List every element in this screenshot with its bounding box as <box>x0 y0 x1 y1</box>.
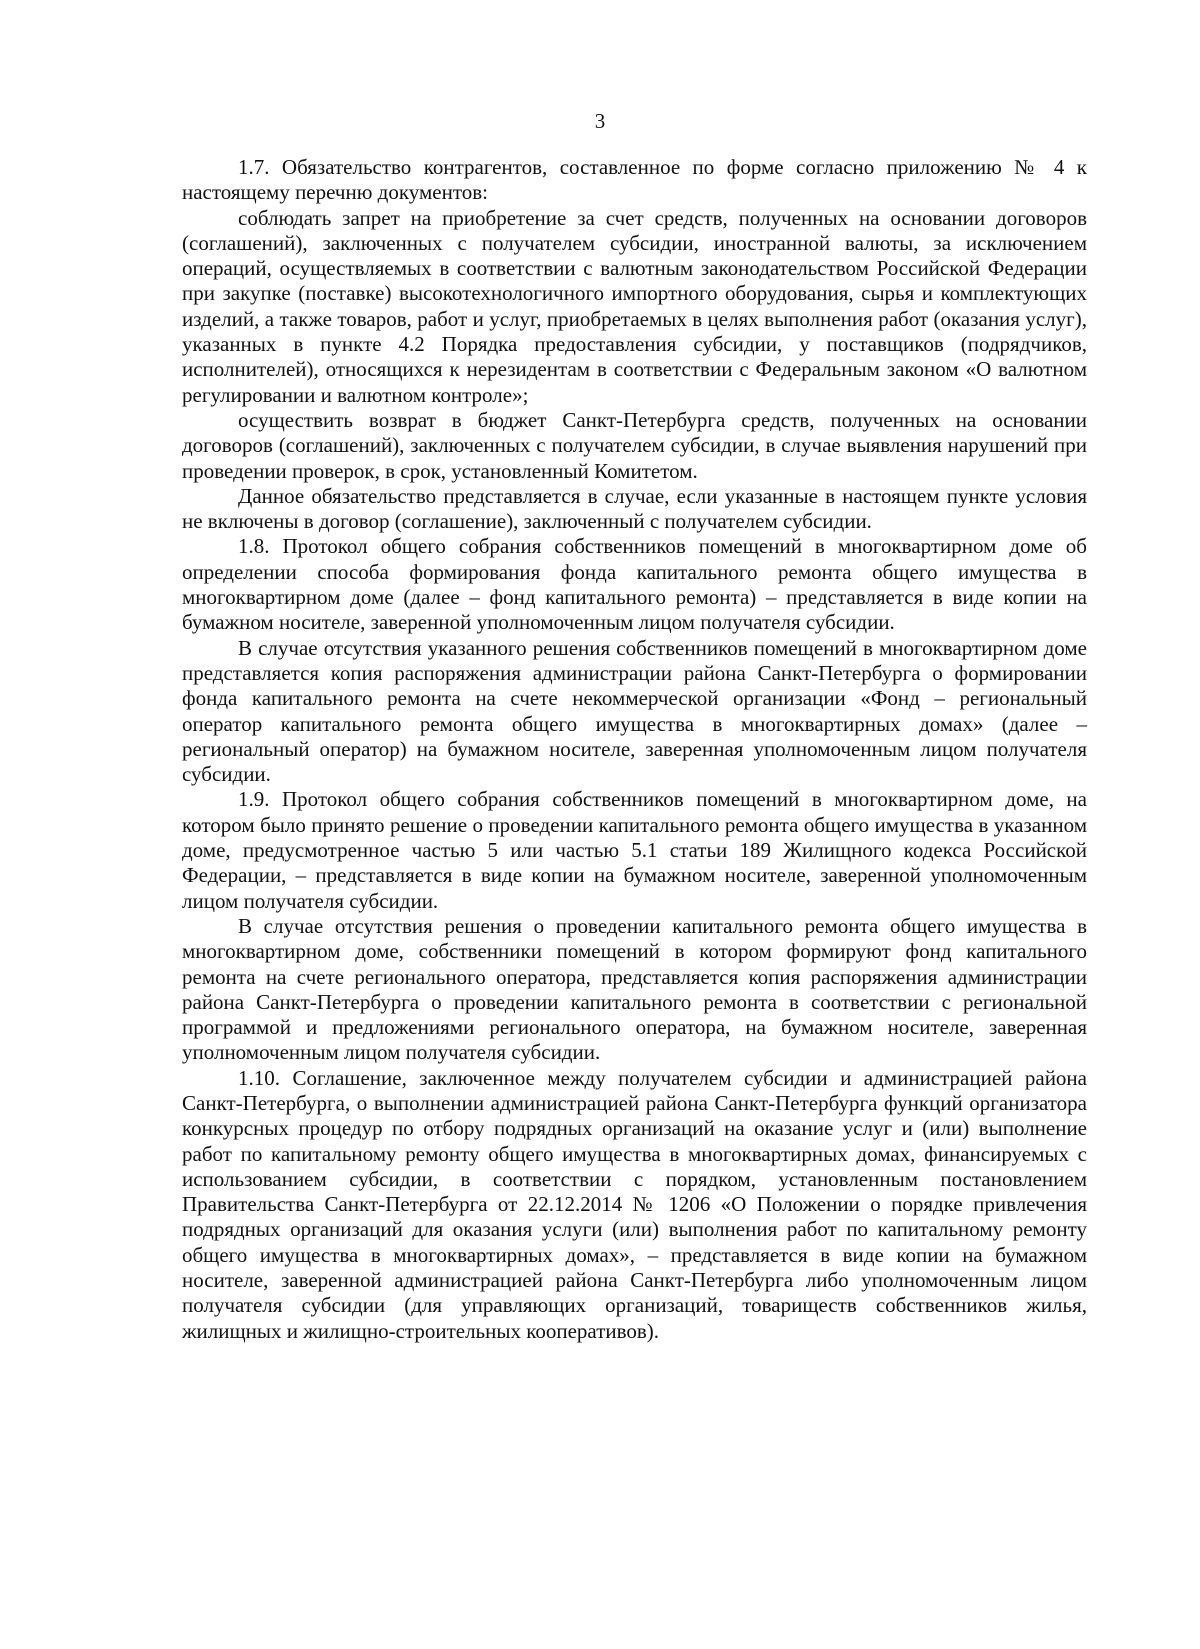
paragraph-1-9: 1.9. Протокол общего собрания собственников помещений в многоквартирном доме, на котором было принято решение о проведении капитального ремонта общего имущества в указанном доме, предусмотренное частью 5 или частью 5.1 статьи 189 Жилищного кодекса Российской Федерации, – представляется в виде копии на бумажном носителе, заверенной уполномоченным лицом получателя субсидии. <box>182 787 1087 913</box>
paragraph-1-8: 1.8. Протокол общего собрания собственников помещений в многоквартирном доме об определении способа формирования фонда капитального ремонта общего имущества в многоквартирном доме (далее – фонд капитального ремонта) – представляется в виде копии на бумажном носителе, заверенной уполномоченным лицом получателя субсидии. <box>182 534 1087 635</box>
paragraph-currency-ban: соблюдать запрет на приобретение за счет средств, полученных на основании договоров (соглашений), заключенных с получателем субсидии, иностранной валюты, за исключением операций, осуществляемых в соответствии с валютным законодательством Российской Федерации при закупке (поставке) высокотехнологичного импортного оборудования, сырья и комплектующих изделий, а также товаров, работ и услуг, приобретаемых в целях выполнения работ (оказания услуг), указанных в пункте 4.2 Порядка предоставления субсидии, у поставщиков (подрядчиков, исполнителей), относящихся к нерезидентам в соответствии с Федеральным законом «О валютном регулировании и валютном контроле»; <box>182 205 1087 407</box>
paragraph-obligation-note: Данное обязательство представляется в случае, если указанные в настоящем пункте условия не включены в договор (соглашение), заключенный с получателем субсидии. <box>182 483 1087 534</box>
paragraph-1-10: 1.10. Соглашение, заключенное между получателем субсидии и администрацией района Санкт-Петербурга, о выполнении администрацией района Санкт-Петербурга функций организатора конкурсных процедур по отбору подрядных организаций на оказание услуг и (или) выполнение работ по капитальному ремонту общего имущества в многоквартирных домах, финансируемых с использованием субсидии, в соответствии с порядком, установленным постановлением Правительства Санкт-Петербурга от 22.12.2014 № 1206 «О Положении о порядке привлечения подрядных организаций для оказания услуги (или) выполнения работ по капитальному ремонту общего имущества в многоквартирных домах», – представляется в виде копии на бумажном носителе, заверенной администрацией района Санкт-Петербурга либо уполномоченным лицом получателя субсидии (для управляющих организаций, товариществ собственников жилья, жилищных и жилищно-строительных кооперативов). <box>182 1065 1087 1343</box>
page-number: 3 <box>594 109 606 133</box>
paragraph-absence-decision: В случае отсутствия указанного решения собственников помещений в многоквартирном доме представляется копия распоряжения администрации района Санкт-Петербурга о формировании фонда капитального ремонта на счете некоммерческой организации «Фонд – региональный оператор капитального ремонта общего имущества в многоквартирных домах» (далее – региональный оператор) на бумажном носителе, заверенная уполномоченным лицом получателя субсидии. <box>182 635 1087 787</box>
document-body <box>182 155 1087 1344</box>
paragraph-1-7: 1.7. Обязательство контрагентов, составленное по форме согласно приложению № 4 к настоящему перечню документов: <box>182 155 1087 205</box>
paragraph-absence-repair-decision: В случае отсутствия решения о проведении капитального ремонта общего имущества в многоквартирном доме, собственники помещений в котором формируют фонд капитального ремонта на счете регионального оператора, представляется копия распоряжения администрации района Санкт-Петербурга о проведении капитального ремонта в соответствии с региональной программой и предложениями регионального оператора, на бумажном носителе, заверенная уполномоченным лицом получателя субсидии. <box>182 913 1087 1065</box>
paragraph-refund: осуществить возврат в бюджет Санкт-Петербурга средств, полученных на основании договоров (соглашений), заключенных с получателем субсидии, в случае выявления нарушений при проведении проверок, в срок, установленный Комитетом. <box>182 407 1087 483</box>
